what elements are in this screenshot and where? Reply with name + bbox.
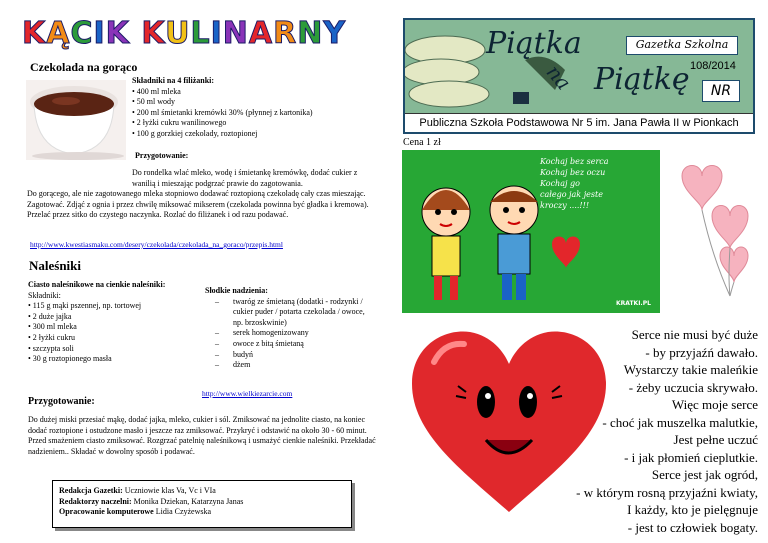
filling-item: – dżem — [205, 360, 375, 371]
banner-letter: Ą — [46, 16, 71, 51]
banner-letter: K — [105, 16, 130, 51]
chocolate-ingredients — [132, 76, 313, 139]
chocolate-heading: Czekolada na gorąco — [30, 60, 138, 74]
kids-poem-line: całego jak jeste — [540, 190, 603, 199]
layout-label: Opracowanie komputerowe — [59, 507, 154, 516]
kacik-kulinarny-banner — [22, 14, 382, 54]
ingredient-item: • 100 g gorzkiej czekolady, roztopionej — [132, 128, 258, 138]
poem-line: - jest to człowiek bogaty. — [627, 519, 758, 535]
banner-letter — [130, 16, 141, 51]
editors-label: Redakcja Gazetki: — [59, 486, 123, 495]
kids-illustration — [402, 150, 660, 313]
pancakes-source-link[interactable]: http://www.wielkiezarcie.com — [202, 389, 293, 398]
issue-number: 108/2014 — [690, 60, 736, 72]
banner-letter: I — [210, 16, 223, 51]
editors-value: Uczniowie klas Va, Vc i VIa — [124, 486, 216, 495]
banner-letter: R — [273, 16, 298, 51]
ingredient-item: • 200 ml śmietanki kremówki 30% (płynnej z kartonika) — [132, 107, 313, 117]
chocolate-prep-heading: Przygotowanie: — [135, 151, 189, 160]
poem-line: - i jak płomień cieplutkie. — [624, 449, 758, 465]
dough-line: • szczypta soli — [28, 343, 74, 353]
ingredient-item: • 2 łyżki cukru wanilinowego — [132, 118, 227, 127]
watermark: KRATKI.PL — [616, 300, 651, 307]
poem-line: Jest pełne uczuć — [673, 432, 758, 447]
pancakes-prep-heading: Przygotowanie: — [28, 396, 95, 407]
sweet-fillings — [205, 286, 375, 371]
banner-letter: N — [222, 16, 249, 51]
kids-drawing — [402, 150, 660, 313]
banner-letter: K — [22, 16, 47, 51]
fillings-title: Słodkie nadzienia: — [205, 286, 268, 295]
chief-value: Monika Dziekan, Katarzyna Janas — [133, 496, 244, 506]
heart-poem — [560, 326, 758, 536]
banner-letter: Y — [323, 16, 347, 51]
dough-line: • 2 duże jajka — [28, 311, 72, 321]
dough-line: • 2 łyżki cukru — [28, 332, 76, 342]
poem-line: - choć jak muszelka malutkie, — [602, 414, 758, 430]
ingredient-item: • 50 ml wody — [132, 97, 176, 106]
banner-letter: N — [297, 16, 324, 51]
poem-line: - by przyjaźń dawało. — [645, 344, 758, 360]
filling-item: – owoce z bitą śmietaną — [205, 339, 375, 350]
pancakes-heading: Naleśniki — [29, 258, 82, 273]
filling-item: – twaróg ze śmietaną (dodatki - rodzynki / cukier puder / potarta czekolada / owoce, np. brzoskwinie) — [205, 297, 375, 329]
poem-line: I każdy, kto je pielęgnuje — [627, 502, 758, 517]
banner-letter: C — [70, 16, 94, 51]
masthead-word-2: na — [541, 60, 576, 95]
masthead-word-1: Piątka — [486, 26, 582, 61]
dough-line: • 300 ml mleka — [28, 322, 77, 332]
dough-line: Składniki: — [28, 290, 61, 300]
ingredient-item: • 400 ml mleka — [132, 86, 181, 96]
poem-line: Więc moje serce — [671, 397, 758, 412]
poem-line: - w którym rosną przyjaźni kwiaty, — [576, 484, 758, 500]
kids-poem-line: Kochaj bez serca — [540, 157, 609, 166]
poem-line: - żeby uczucia skrywało. — [628, 379, 758, 395]
banner-letter: L — [190, 16, 211, 51]
pancake-dough-ingredients — [28, 280, 165, 365]
nr-badge: NR — [702, 80, 740, 102]
pancakes-method: Do dużej miski przesiać mąkę, dodać jajka, mleko, cukier i sól. Zmiksować na jednolite ciasto, na koniec dodać roztopione i ostudzone masło i jeszcze raz zmiksować. Przykryć i odstawić na około 30 - 60 minut. Przed smażeniem ciasto zmiksować. Rozgrzać patelnię naleśnikową i usmażyć cienkie naleśniki. Przekładać nadzieniem.. Składać w dowolny sposób i podawać. — [28, 415, 376, 456]
layout-value: Lidia Czyżewska — [155, 507, 212, 516]
filling-item: – budyń — [205, 350, 375, 361]
chocolate-source-link[interactable]: http://www.kwestiasmaku.com/desery/czekolada/czekolada_na_goraco/przepis.html — [30, 240, 283, 249]
chief-label: Redaktorzy naczelni: — [59, 496, 132, 506]
poem-line: Wystarczy takie maleńkie — [623, 362, 758, 377]
banner-letter: U — [165, 16, 191, 51]
kids-poem-line: kroczy ....!!! — [540, 201, 590, 210]
chocolate-prep-text-1: Do rondelka wlać mleko, wodę i śmietankę kremówkę, dodać cukier z wanilią i mieszając podgrzać prawie do zagotowania. — [132, 168, 358, 188]
poem-line: Serce jest jak ogród, — [651, 467, 758, 482]
chocolate-prep-text-2: Do gorącego, ale nie zagotowanego mleka stopniowo dodawać roztopioną czekoladę cały czas mieszając. Zagotować. Zdjąć z ognia i przez chwilę miksować mikserem (czekolada powinna być gładka i kremowa). Przelać przez sitko do czystego naczynka. Rozlać do filiżanek i od razu podawać. — [27, 189, 369, 219]
banner-letter: I — [93, 16, 106, 51]
editorial-box — [52, 480, 352, 528]
dough-line: • 115 g mąki pszennej, np. tortowej — [28, 301, 142, 311]
kids-poem — [540, 156, 609, 211]
dough-line: • 30 g roztopionego masła — [28, 354, 112, 364]
masthead-word-3: Piątkę — [594, 62, 690, 97]
ingredients-title: Składniki na 4 filiżanki: — [132, 76, 215, 85]
banner-letter: K — [141, 16, 166, 51]
dough-title: Ciasto naleśnikowe na cienkie naleśniki: — [28, 280, 166, 289]
banner-letter: A — [248, 16, 274, 51]
price: Cena 1 zł — [403, 137, 441, 148]
kids-poem-line: Kochaj bez oczu — [540, 168, 606, 177]
kids-poem-line: Kochaj go — [540, 179, 580, 188]
poem-line: Serce nie musi być duże — [631, 327, 758, 342]
heart-balloons — [672, 156, 762, 306]
masthead-subtitle: Gazetka Szkolna — [626, 36, 738, 55]
filling-item: – serek homogenizowany — [205, 328, 375, 339]
hot-chocolate-photo — [26, 80, 126, 160]
school-name: Publiczna Szkoła Podstawowa Nr 5 im. Jana Pawła II w Pionkach — [405, 113, 753, 132]
